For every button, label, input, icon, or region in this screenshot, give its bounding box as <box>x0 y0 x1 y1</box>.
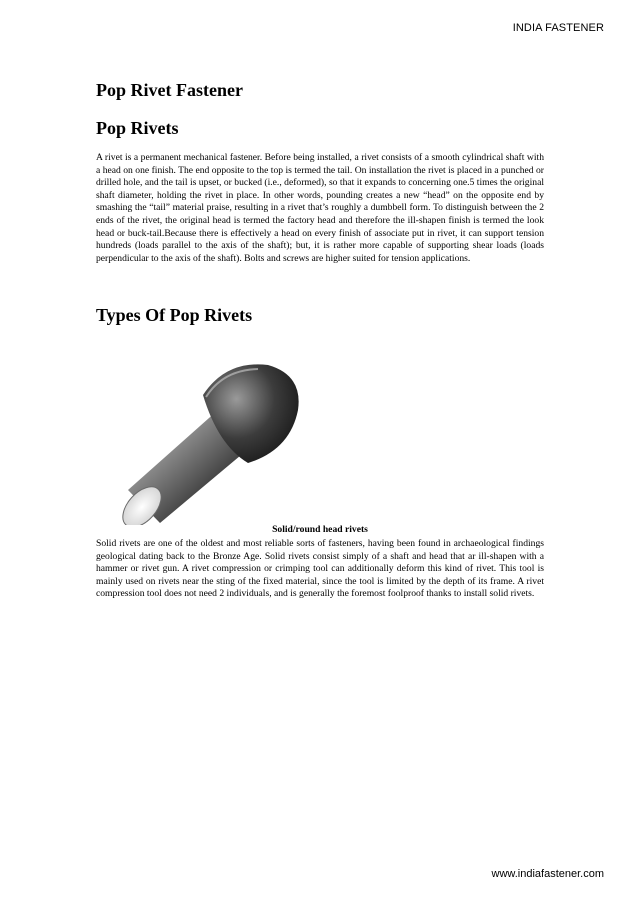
pop-rivets-paragraph: A rivet is a permanent mechanical fastener. Before being installed, a rivet consists of a smooth cylindrical shaft with a head on one finish. The end opposite to the top is termed the tail. On installation the rivet is placed in a punched or drilled hole, and the tail is upset, or bucked (i.e., deformed), so that it expands to concerning one.5 times the original shaft diameter, holding the rivet in place. In other words, pounding creates a new “head” on the opposite end by smashing the “tail” material praise, resulting in a rivet that’s roughly a dumbbell form. To distinguish between the 2 ends of the rivet, the original head is termed the factory head and therefore the ill-shapen finish is termed the look head or buck-tail.Because there is effectively a head on every finish of associate put in rivet, it can support tension hundreds (loads parallel to the axis of the shaft); but, it is rather more capable of supporting shear loads (loads perpendicular to the axis of the shaft). Bolts and screws are higher suited for tension applications. <box>96 152 544 264</box>
section-heading-pop-rivets: Pop Rivets <box>96 118 179 138</box>
image-caption: Solid/round head rivets <box>272 524 368 535</box>
document-title: Pop Rivet Fastener <box>96 80 243 100</box>
page-footer: www.indiafastener.com <box>491 868 604 880</box>
section-heading-types: Types Of Pop Rivets <box>96 305 253 325</box>
rivet-photo-image <box>108 355 308 525</box>
solid-rivets-paragraph: Solid rivets are one of the oldest and most reliable sorts of fasteners, having been found in archaeological findings geological dating back to the Bronze Age. Solid rivets consist simply of a shaft and head that ar ill-shapen with a hammer or rivet gun. A rivet compression or crimping tool can additionally deform this kind of rivet. This tool is mainly used on rivets near the sting of the fixed material, since the tool is limited by the depth of its frame. A rivet compression tool does not need 2 individuals, and is generally the foremost foolproof thanks to install solid rivets. <box>96 538 544 600</box>
page-header: INDIA FASTENER <box>512 22 604 34</box>
rivet-photo-icon <box>108 355 308 525</box>
